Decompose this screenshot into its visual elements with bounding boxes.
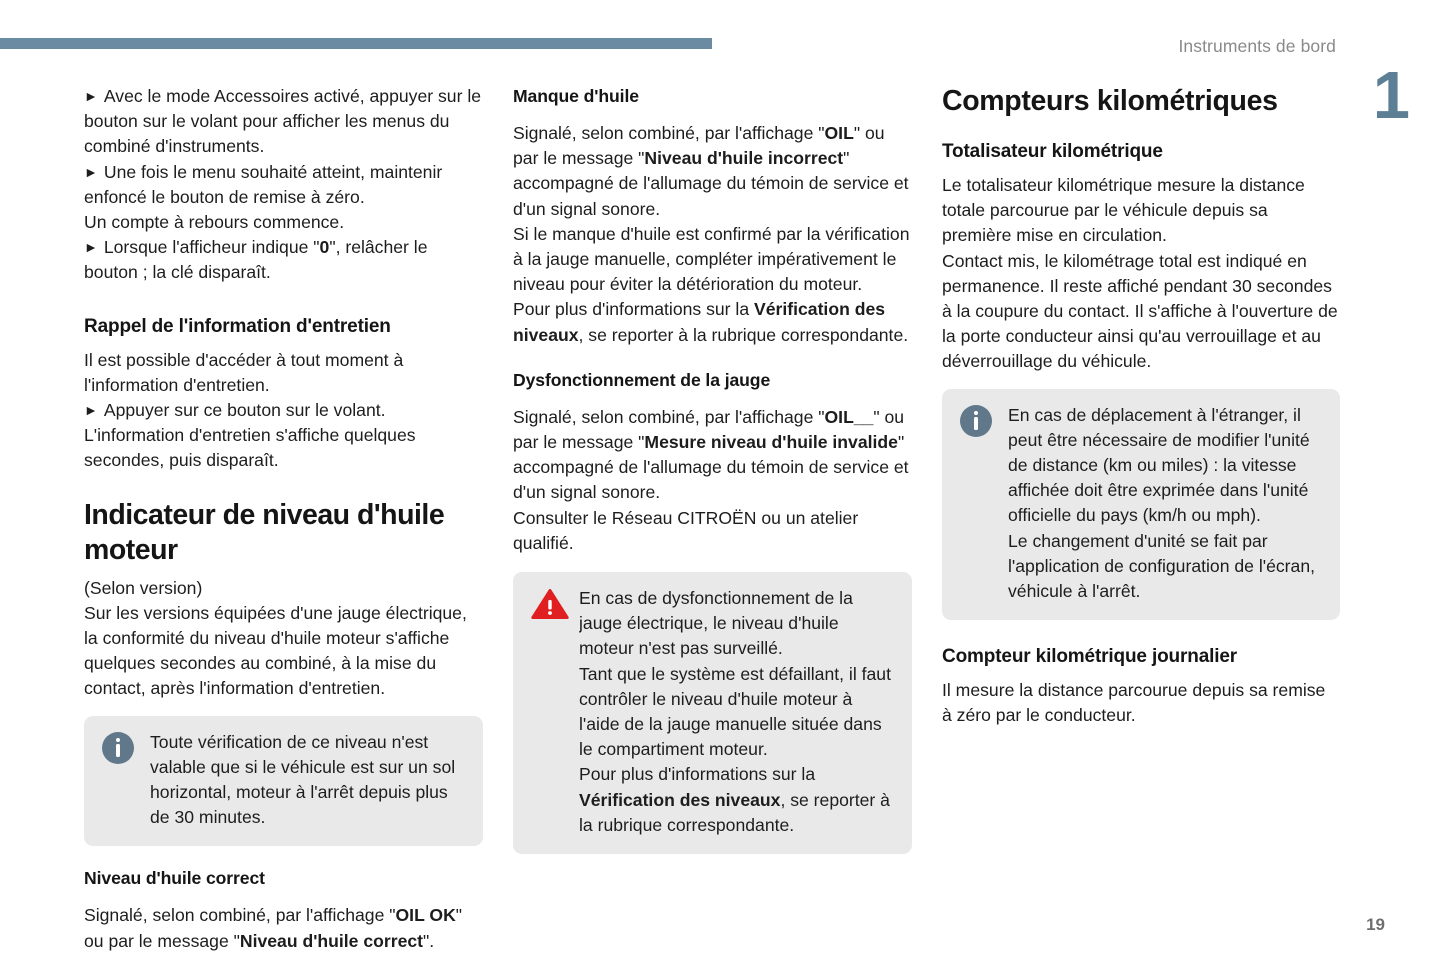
heading-dysfonctionnement-jauge: Dysfonctionnement de la jauge [513,369,771,390]
page-number: 19 [1366,915,1385,934]
text-pre: Signalé, selon combiné, par l'affichage " [513,123,825,143]
para-niveau-correct [84,903,483,953]
page-content [84,84,1364,954]
display-code-oil: OIL [824,123,854,143]
bullet-item-relacher [84,235,483,285]
para-manque-1 [513,121,912,222]
bullet-text-bold: 0 [319,237,330,258]
callout-warning-jauge-electrique [513,572,912,854]
text-post: " accompagné de l'allumage du témoin de service et d'un signal sonore. [513,432,909,503]
text-mid: " ou par le message " [513,406,905,453]
column-right [942,84,1340,954]
message-mesure-invalide: Mesure niveau d'huile invalide [644,432,898,453]
message-niveau-correct: Niveau d'huile correct [239,930,424,951]
para-totalisateur-1: Le totalisateur kilométrique mesure la distance totale parcourue par le véhicule depuis sa première mise en circulation. [942,175,1305,246]
para-selon-version: (Selon version) [84,577,203,598]
bullet-item-appuyer-bouton [84,398,483,423]
heading-niveau-huile-correct: Niveau d'huile correct [84,868,265,889]
bullet-text: Avec le mode Accessoires activé, appuyer sur le bouton sur le volant pour afficher les menus du combiné d'instruments. [84,86,482,157]
para-rappel-2: L'information d'entretien s'affiche quelques secondes, puis disparaît. [84,425,416,471]
column-middle [513,84,912,954]
callout-text-1: En cas de dysfonctionnement de la jauge électrique, le niveau d'huile moteur n'est pas surveillé. [579,588,853,659]
callout-text: Toute vérification de ce niveau n'est valable que si le véhicule est sur un sol horizontal, moteur à l'arrêt depuis plus de 30 minutes. [150,731,456,828]
heading-totalisateur-kilometrique: Totalisateur kilométrique [942,141,1163,162]
para-dysfonctionnement-2: Consulter le Réseau CITROËN ou un atelier qualifié. [513,507,859,553]
header-rule [0,38,712,49]
para-manque-2: Si le manque d'huile est confirmé par la vérification à la jauge manuelle, compléter impérativement le niveau pour éviter la détérioration du moteur. [513,223,910,295]
column-left [84,84,483,954]
para-indicateur: Sur les versions équipées d'une jauge électrique, la conformité du niveau d'huile moteur s'affiche quelques secondes au combiné, à la mise du contact, après l'information d'entretien. [84,602,467,699]
para-journalier: Il mesure la distance parcourue depuis sa remise à zéro par le conducteur. [942,680,1326,726]
heading-rappel-information-entretien: Rappel de l'information d'entretien [84,315,391,337]
display-code-oil-ok: OIL OK [395,905,456,926]
bullet-triangle-icon: ► [84,239,98,256]
heading-manque-huile: Manque d'huile [513,86,639,106]
bullet-text-pre: Lorsque l'afficheur indique " [103,237,320,258]
heading-indicateur-niveau-huile-moteur: Indicateur de niveau d'huile moteur [84,498,445,566]
text-post: " accompagné de l'allumage du témoin de service et d'un signal sonore. [513,148,909,219]
callout-text-2: Tant que le système est défaillant, il faut contrôler le niveau d'huile moteur à l'aide de la jauge manuelle située dans le compartiment moteur. [579,663,891,760]
para-dysfonctionnement-1 [513,405,912,506]
text-pre: Pour plus d'informations sur la [579,764,816,785]
para-manque-3 [513,297,912,347]
bullet-triangle-icon: ► [84,402,98,419]
callout-info-unite-distance [942,389,1340,621]
para-rappel-1: Il est possible d'accéder à tout moment à l'information d'entretien. [84,349,404,395]
text-pre: Pour plus d'informations sur la [513,299,754,320]
bullet-triangle-icon: ► [84,88,98,104]
text-mid: " ou par le message " [84,905,463,951]
cross-ref-verification-niveaux: Vérification des niveaux [513,299,886,345]
bullet-text: Appuyer sur ce bouton sur le volant. [103,400,386,421]
heading-compteurs-kilometriques: Compteurs kilométriques [942,85,1278,117]
text-pre: Signalé, selon combiné, par l'affichage " [84,905,396,926]
text-pre: Signalé, selon combiné, par l'affichage " [513,406,825,427]
bullet-triangle-icon: ► [84,163,98,180]
bullet-text-post: ", relâcher le bouton ; la clé disparaît. [84,237,428,283]
text-post: ". [423,930,435,951]
info-icon [960,405,1000,445]
display-code-oil-blank: OIL__ [824,406,874,427]
chapter-number: 1 [1372,58,1408,133]
callout-text-2: Le changement d'unité se fait par l'application de configuration de l'écran, véhicule à l'arrêt. [1008,530,1315,602]
callout-text-3 [579,762,894,838]
heading-compteur-journalier: Compteur kilométrique journalier [942,646,1238,668]
callout-text-1: En cas de déplacement à l'étranger, il peut être nécessaire de modifier l'unité de distance (km ou miles) : la vitesse affichée doit être exprimée dans l'unité officielle du pays (km/h ou mph). [1008,404,1310,526]
bullet-text: Une fois le menu souhaité atteint, maintenir enfoncé le bouton de remise à zéro. [84,161,443,207]
para-compte-rebours: Un compte à rebours commence. [84,212,345,233]
bullet-item-menu-souhaite [84,160,483,210]
para-totalisateur-2: Contact mis, le kilométrage total est indiqué en permanence. Il reste affiché pendant 30 secondes à la coupure du contact. Il s'affiche à l'ouverture de la porte conducteur ainsi qu'au verrouillage et au déverrouillage du véhicule. [942,250,1338,372]
text-post: , se reporter à la rubrique correspondante. [578,324,909,345]
message-niveau-incorrect: Niveau d'huile incorrect [644,148,844,169]
text-post: , se reporter à la rubrique correspondante. [579,789,890,835]
callout-info-verification-niveau [84,716,483,847]
running-head: Instruments de bord [1178,36,1336,56]
warning-triangle-icon [531,588,571,628]
cross-ref-verification-niveaux: Vérification des niveaux [579,789,781,810]
info-icon [102,732,142,772]
text-mid: " ou par le message " [513,123,885,169]
bullet-item-accessoires [84,84,483,160]
